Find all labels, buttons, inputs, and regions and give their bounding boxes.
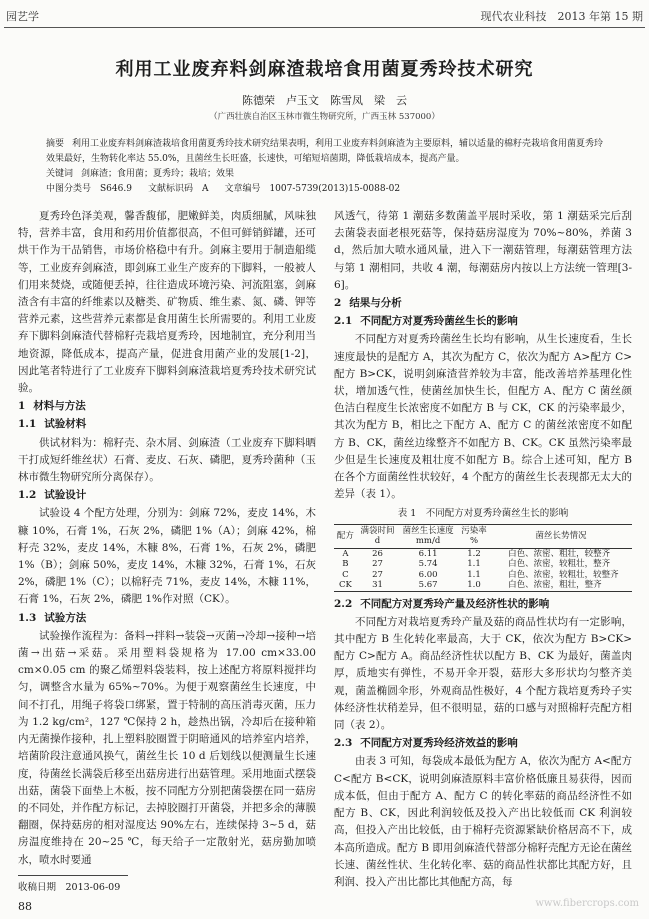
methods-continued-paragraph: 风透气，待第 1 潮菇多数菌盖平展时采收，第 1 潮菇采完后刮去菌袋表面老根死菇等，保持菇房湿度为 70%~80%，养菌 3 d，然后加大喷水通风量，进入下一潮菇管理，每潮菇管理方法与第 1 潮相同，共收 4 潮，每潮菇房内按以上方法统一管理[3-6]。 xyxy=(334,210,632,291)
table-header-cell: 满袋时间 d xyxy=(357,524,398,548)
table-cell: 白色、浓密，较粗壮，整齐 xyxy=(508,559,611,570)
table-cell: 26 xyxy=(372,548,383,559)
right-column xyxy=(334,208,632,891)
subsection-number: 1.3 xyxy=(18,611,37,624)
table-header-cell: 菌丝长势情况 xyxy=(490,524,632,548)
yield-paragraph: 不同配方对栽培夏秀玲产量及菇的商品性状均有一定影响，其中配方 B 生化转化率最高，大于 CK，依次为配方 B>CK>配方 C>配方 A。商品经济性状以配方 B、CK 为最好，菌盖肉厚，质地实有弹性，不易开伞开裂，菇形大多形状均匀整齐美观，菌盖椭圆伞形，外观商品性极好，4 个配方栽培夏秀玲子实体经济性状稍差异，但不很明显，菇的口感与对照棉籽壳配方相同（表 2）。 xyxy=(334,615,632,732)
subsection-number: 2.3 xyxy=(334,737,353,750)
table-cell: 1.0 xyxy=(458,580,490,591)
subsection-title: 不同配方对夏秀玲产量及经济性状的影响 xyxy=(360,597,550,610)
table-cell: 6.11 xyxy=(418,548,438,559)
table-cell: A xyxy=(342,548,349,559)
subsection-heading xyxy=(334,596,632,613)
section-number: 2 xyxy=(334,297,342,310)
article-number: 文章编号 1007-5739(2013)15-0088-02 xyxy=(224,184,401,194)
table-row xyxy=(334,559,632,570)
watermark: www.fibercrops.com xyxy=(535,898,639,909)
table-header-cell: 菌丝生长速度 mm/d xyxy=(398,524,458,548)
section-title: 结果与分析 xyxy=(349,297,402,310)
table-cell: 27 xyxy=(372,569,383,580)
subsection-title: 不同配方对夏秀玲经济效益的影响 xyxy=(360,737,518,750)
subsection-number: 1.2 xyxy=(18,489,37,502)
document-code: 文献标识码 A xyxy=(147,184,209,194)
table-cell: 白色、浓密、粗壮，较整齐 xyxy=(508,548,611,559)
table-cell: 6.00 xyxy=(418,569,438,580)
abstract xyxy=(46,137,606,167)
subsection-title: 不同配方对夏秀玲菌丝生长的影响 xyxy=(360,315,518,328)
left-column xyxy=(18,208,316,869)
subsection-heading xyxy=(18,487,316,504)
table-cell: 5.74 xyxy=(418,559,438,570)
table-cell: 白色、浓密，粗壮，整齐 xyxy=(490,580,632,591)
section-heading xyxy=(334,295,632,312)
table-row xyxy=(334,548,632,559)
page-number: 88 xyxy=(18,900,32,913)
materials-paragraph: 供试材料为：棉籽壳、杂木屑、剑麻渣（工业废弃下脚料晒干打成短纤维丝状）石膏、麦皮、石灰、磷肥，夏秀玲菌种（玉林市微生物研究所分离保存）。 xyxy=(18,436,316,484)
author-affiliation: （广西壮族自治区玉林市微生物研究所，广西玉林 537000） xyxy=(209,112,440,122)
table-cell: B xyxy=(342,559,349,570)
section-number: 1 xyxy=(18,400,26,413)
table-cell: CK xyxy=(334,580,357,591)
table-cell: 27 xyxy=(372,559,383,570)
economics-paragraph: 由表 3 可知，每袋成本最低为配方 A，依次为配方 A<配方 C<配方 B<CK，说明剑麻渣原料丰富价格低廉且易获得，因而成本低，但由于配方 A、配方 C 的转化率菇的商品经济性不如配方 B、CK，因此利润较低及投入产出比较低而 CK 利润较高，但投入产出比较低，由于棉籽壳资源紧缺价格居高不下，成本高所造成。配方 B 即用剑麻渣代替部分棉籽壳配方无论在菌丝长速、菌丝性状、生化转化率、菇的商品性状都比其配方好，且利润、投入产出比都比其他配方高，每 xyxy=(334,755,632,888)
table-header-cell: 污染率 % xyxy=(458,524,490,548)
subsection-heading xyxy=(334,313,632,330)
table-cell: 5.67 xyxy=(398,580,458,591)
journal-issue-label: 现代农业科技 2013 年第 15 期 xyxy=(480,10,643,23)
subsection-title: 试验材料 xyxy=(44,418,87,431)
methods-paragraph: 试验操作流程为：备料→拌料→装袋→灭菌→冷却→接种→培菌→出菇→采菇。采用塑料袋规格为 17.00 cm×33.00 cm×0.05 cm 的聚乙烯塑料袋装料，按上述配方将原料搅拌均匀，调整含水量为 65%~70%。为便于观察菌丝生长速度，中间不打孔，用绳子将袋口绑紧，置于特制的高压消毒灭菌，压力为 1.2 kg/cm²，127 ℃保持 2 h，趁热出锅，冷却后在接种箱内无菌操作接种，扎上塑料胶圈置于阴暗通风的培养室内培养，培菌阶段注意通风换气，菌丝生长 10 d 后划线以便测量生长速度，待菌丝长满袋后移至出菇房进行出菇管理。采用地面式摆袋出菇，菌袋下面垫上木板，按不同配方分别把菌袋摆在同一菇房的不同处，并作配方标记，去掉胶圈打开菌袋，并把多余的薄膜翻圈，保持菇房的相对湿度达 90%左右，连续保持 3~5 d，菇房温度维持在 20~25 ℃，每天给子一定散射光，菇房勤加喷水，喷水时要通 xyxy=(18,629,316,866)
intro-paragraph: 夏秀玲色泽美观，馨香馥郁，肥嫩鲜美，肉质细腻，风味独特，营养丰富，食用和药用价值都很高，不但可鲜销鲜罐，还可烘干作为干品销售，市场价格稳中有升。剑麻主要用于制造船缆等，工业废弃剑麻渣，即剑麻工业生产废弃的下脚料，一般被人们用来焚烧，或随便丢掉，往往造成环境污染、河流阻塞，剑麻渣含有丰富的纤维素以及糖类、矿物质、维生素、氮、磷、钾等营养元素，这些营养元素都是食用菌生长所需要的。利用工业废弃下脚料剑麻渣代替棉籽壳栽培夏秀玲，因地制宜，充分利用当地资源，降低成本，提高产量，促进食用菌产业的发展[1-2]，因此笔者特进行了工业废弃下脚料剑麻渣栽培夏秀玲技术研究试验。 xyxy=(18,210,316,395)
data-table xyxy=(334,524,632,592)
classification-line xyxy=(46,182,606,197)
subsection-number: 2.2 xyxy=(334,597,353,610)
header-rule xyxy=(4,27,645,28)
table-header-cell: 配方 xyxy=(334,524,357,548)
keywords-label: 关键词 xyxy=(46,169,74,179)
mycelium-growth-paragraph: 不同配方对夏秀玲菌丝生长均有影响，从生长速度看，生长速度最快的是配方 A，其次为配方 C，依次为配方 A>配方 C>配方 B>CK，说明剑麻渣营养较为丰富，能改善培养基理化性状，增加透气性，使菌丝加快生长，但配方 A、配方 C 菌丝颜色洁白程度生长浓密度不如配方 B 与 CK，CK 的污染率最少，其次为配方 B，相比之下配方 A、配方 C 的菌丝浓密度不如配方 B、CK，菌丝边缘整齐不如配方 B、CK。CK 虽然污染率最少但是生长速度及粗壮度不如配方 B。综合上述可知，配方 B 在各个方面菌丝性状较好，4 个配方的菌丝生长表现都无太大的差异（表 1）。 xyxy=(334,333,632,501)
table-row xyxy=(334,570,632,581)
subsection-title: 试验方法 xyxy=(44,611,87,624)
paper-title: 利用工业废弃料剑麻渣栽培食用菌夏秀玲技术研究 xyxy=(115,59,534,80)
subsection-heading xyxy=(18,416,316,433)
footnote-rule xyxy=(18,875,128,876)
keywords-text: 剑麻渣；食用菌；夏秀玲；栽培；效果 xyxy=(81,169,235,179)
abstract-label: 摘要 xyxy=(46,139,65,149)
table-caption: 表 1 不同配方对夏秀玲菌丝生长的影响 xyxy=(397,508,569,520)
paper-authors: 陈德荣 卢玉文 陈雪凤 梁 云 xyxy=(242,94,407,107)
subsection-number: 1.1 xyxy=(18,418,37,431)
design-paragraph: 试验设 4 个配方处理，分别为：剑麻 72%，麦皮 14%，木糠 10%，石膏 1%，石灰 2%，磷肥 1%（A）；剑麻 42%，棉籽壳 32%，麦皮 14%，木糠 8%，石膏 1%，石灰 2%，磷肥 1%（B）；剑麻 50%，麦皮 14%，木糠 32%，石膏 1%，石灰 2%，磷肥 1%（C）；以棉籽壳 71%，麦皮 14%，木糠 11%，石膏 1%，石灰 2%，磷肥 1%作对照（CK）。 xyxy=(18,507,316,606)
received-date: 收稿日期 2013-06-09 xyxy=(18,882,121,893)
table-cell: 白色、浓密，较粗壮，较整齐 xyxy=(508,569,619,580)
clc-number: 中图分类号 S646.9 xyxy=(46,184,132,194)
keywords xyxy=(46,167,606,182)
table-cell: 1.1 xyxy=(467,559,481,570)
section-heading xyxy=(18,398,316,415)
journal-section-label: 园艺学 xyxy=(6,10,39,23)
section-title: 材料与方法 xyxy=(33,400,86,413)
subsection-number: 2.1 xyxy=(334,315,353,328)
table-cell: C xyxy=(342,569,349,580)
table-header-row xyxy=(334,524,632,548)
table-cell: 1.2 xyxy=(467,548,481,559)
table-row xyxy=(334,580,632,591)
table-cell: 1.1 xyxy=(467,569,481,580)
subsection-title: 试验设计 xyxy=(44,489,87,502)
subsection-heading xyxy=(334,735,632,752)
abstract-text: 利用工业废弃料剑麻渣栽培食用菌夏秀玲技术研究结果表明，利用工业废弃料剑麻渣为主要原料，辅以适量的棉籽壳栽培食用菌夏秀玲效果最好，生物转化率达 55.0%，且菌丝生长旺盛，长速快，可缩短培菌期，降低栽培成本，提高产量。 xyxy=(46,139,604,164)
subsection-heading xyxy=(18,610,316,627)
table-cell: 31 xyxy=(357,580,398,591)
